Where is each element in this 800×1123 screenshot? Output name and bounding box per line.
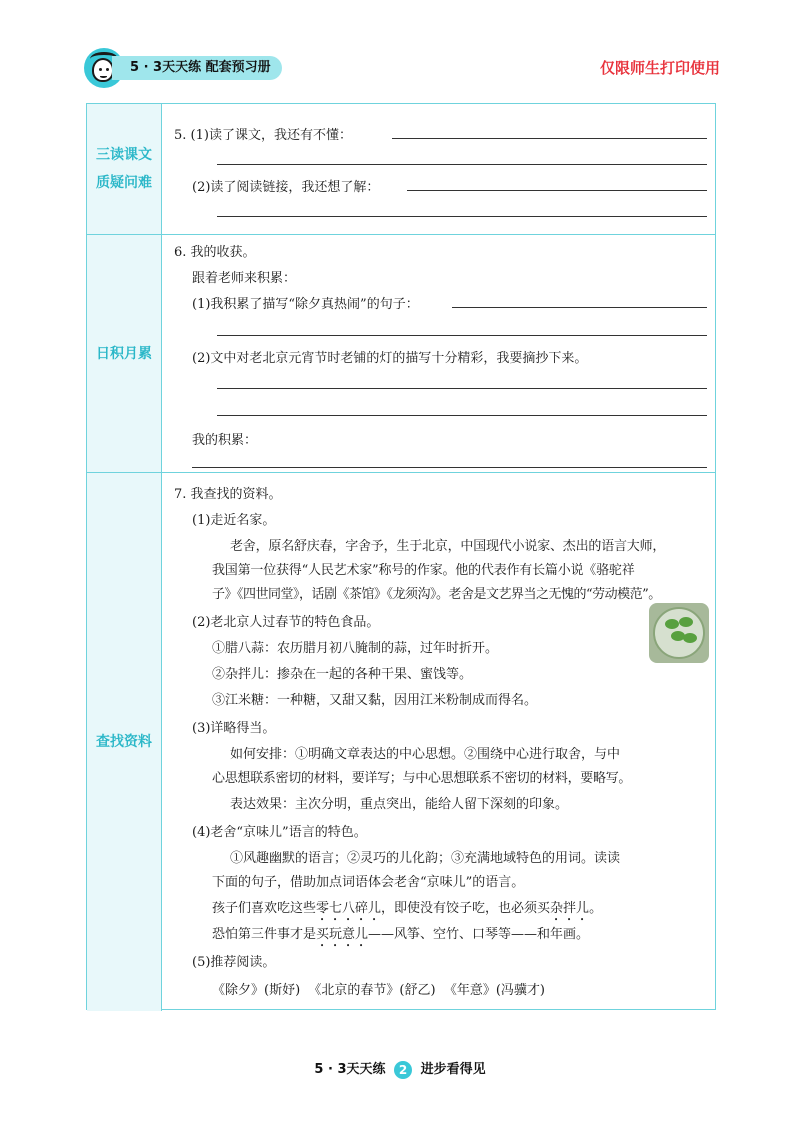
question-6-1: (1)我积累了描写“除夕真热闹”的句子： [192,297,419,312]
answer-line[interactable] [217,415,707,416]
paragraph-line: 表达效果：主次分明，重点突出，能给人留下深刻的印象。 [230,797,569,812]
food-item: ③江米糖：一种糖，又甜又黏，因用江米粉制成而得名。 [212,693,538,708]
question-6-2: (2)文中对老北京元宵节时老铺的灯的描写十分精彩，我要摘抄下来。 [192,351,588,366]
section-content [162,235,715,472]
answer-line[interactable] [407,190,707,191]
worksheet-table [86,103,716,1010]
food-item: ①腊八蒜：农历腊月初八腌制的蒜，过年时折开。 [212,641,499,656]
part-2-title: (2)老北京人过春节的特色食品。 [192,615,380,630]
page-number: 2 [394,1061,412,1079]
question-6: 6. 我的收获。 [174,245,256,260]
answer-line[interactable] [217,216,707,217]
laba-garlic-photo [649,603,709,663]
footer-slogan: 进步看得见 [420,1062,486,1077]
section-content [162,104,715,234]
section-label: 查找资料 [87,473,162,1011]
answer-line[interactable] [217,388,707,389]
paragraph-line: 下面的句子，借助加点词语体会老舍“京味儿”的语言。 [212,875,525,890]
brand-title: 5 · 3天天练 配套预习册 [112,56,282,80]
section-label: 日积月累 [87,235,162,472]
section-research [87,473,715,1011]
paragraph-line: 心思想联系密切的材料，要详写；与中心思想联系不密切的材料，要略写。 [212,771,632,786]
footer-brand: 5 · 3天天练 [314,1062,386,1077]
paragraph-line: 我国第一位获得“人民艺术家”称号的作家。他的代表作有长篇小说《骆驼祥 [212,563,635,578]
answer-line[interactable] [217,164,707,165]
part-3-title: (3)详略得当。 [192,721,276,736]
example-sentence: 孩子们喜欢吃这些零七八碎儿，即使没有饺子吃，也必须买杂拌儿。 [212,901,603,916]
restriction-notice: 仅限师生打印使用 [599,59,720,77]
answer-line[interactable] [392,138,707,139]
page-header [0,0,800,100]
answer-line[interactable] [192,467,707,468]
part-1-title: (1)走近名家。 [192,513,276,528]
question-5-2: (2)读了阅读链接，我还想了解： [192,180,380,195]
paragraph-line: 老舍，原名舒庆春，字舍予，生于北京，中国现代小说家、杰出的语言大师， [230,539,666,554]
answer-line[interactable] [217,335,707,336]
section-label: 三读课文 质疑问难 [87,104,162,234]
section-content [162,473,715,1011]
question-7: 7. 我查找的资料。 [174,487,282,502]
paragraph-line: 子》《四世同堂》，话剧《茶馆》《龙须沟》。老舍是文艺界当之无愧的“劳动模范”。 [212,587,661,602]
section-questions [87,104,715,235]
example-sentence: 恐怕第三件事才是买玩意儿——风筝、空竹、口琴等——和年画。 [212,927,590,942]
answer-line[interactable] [452,307,707,308]
part-4-title: (4)老舍“京味儿”语言的特色。 [192,825,367,840]
section-accumulation [87,235,715,473]
question-6-sub: 跟着老师来积累： [192,271,297,286]
paragraph-line: ①风趣幽默的语言；②灵巧的儿化韵；③充满地域特色的用词。读读 [230,851,621,866]
question-5-1: 5. (1)读了课文，我还有不懂： [174,128,352,143]
page-footer [0,1058,800,1079]
part-5-title: (5)推荐阅读。 [192,955,276,970]
food-item: ②杂拌儿：掺杂在一起的各种干果、蜜饯等。 [212,667,473,682]
my-accumulation-label: 我的积累： [192,433,258,448]
recommended-books: 《除夕》(斯妤) 《北京的春节》(舒乙) 《年意》(冯骥才) [212,983,545,998]
paragraph-line: 如何安排：①明确文章表达的中心思想。②围绕中心进行取舍，与中 [230,747,621,762]
